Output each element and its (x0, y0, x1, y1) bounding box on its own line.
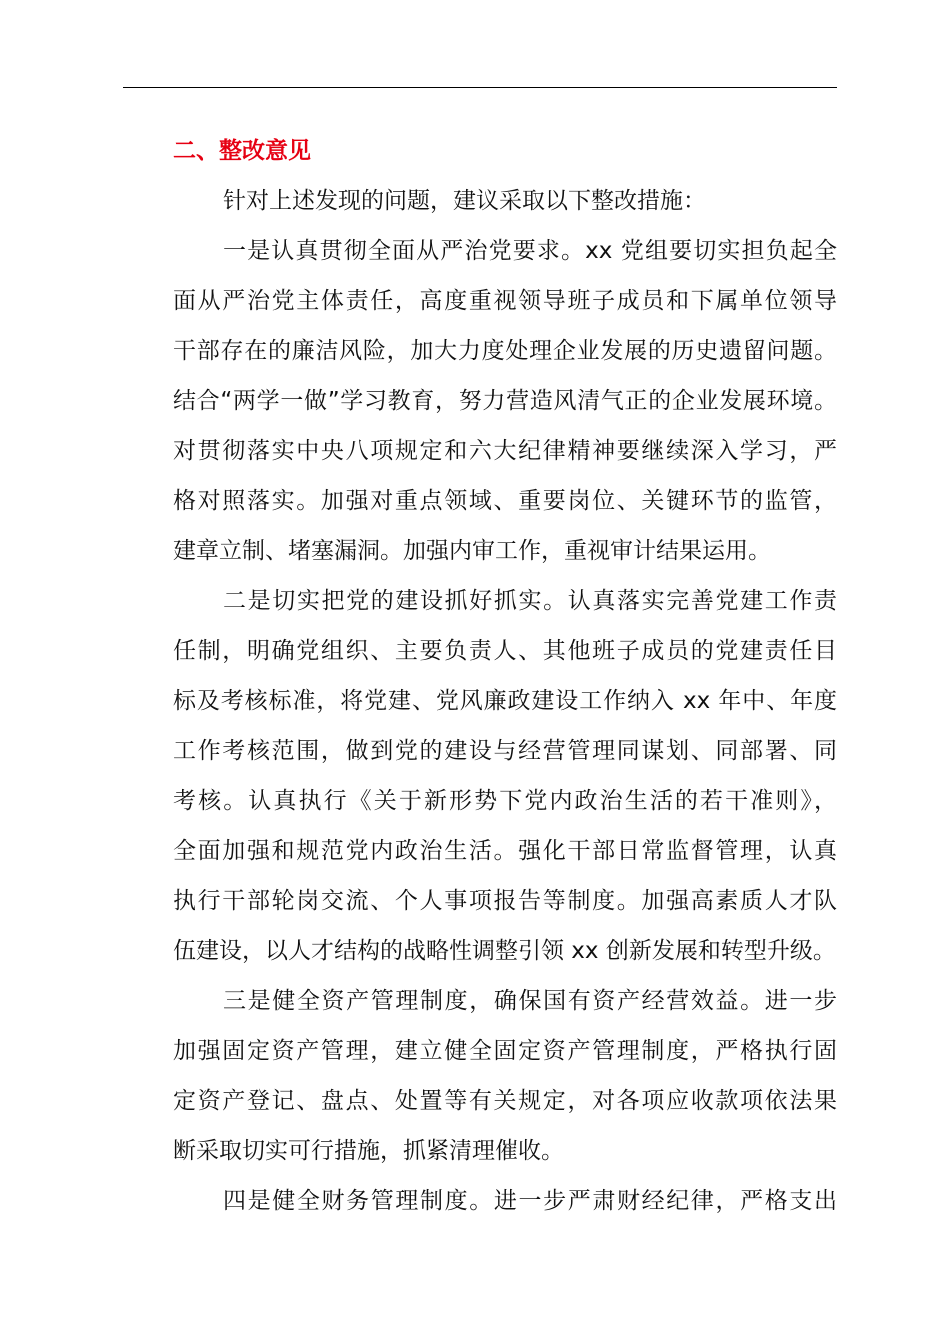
paragraph-measure-2 (123, 576, 837, 976)
text-line: 伍建设，以人才结构的战略性调整引领 xx 创新发展和转型升级。 (173, 938, 836, 964)
text-line: 二是切实把党的建设抓好抓实。认真落实完善党建工作责 (223, 588, 837, 614)
paragraph-measure-3 (123, 976, 837, 1176)
text-line: 面从严治党主体责任，高度重视领导班子成员和下属单位领导 (173, 288, 837, 314)
text-line: 三是健全资产管理制度，确保国有资产经营效益。进一步 (223, 988, 837, 1014)
section-heading: 二、整改意见 (173, 138, 311, 164)
text-line: 工作考核范围，做到党的建设与经营管理同谋划、同部署、同 (173, 738, 837, 764)
text-line: 结合“两学一做”学习教育，努力营造风清气正的企业发展环境。 (173, 388, 837, 414)
text-line: 断采取切实可行措施，抓紧清理催收。 (173, 1138, 564, 1164)
text-line: 定资产登记、盘点、处置等有关规定，对各项应收款项依法果 (173, 1088, 837, 1114)
text-line: 执行干部轮岗交流、个人事项报告等制度。加强高素质人才队 (173, 888, 837, 914)
paragraph-measure-4 (123, 1176, 837, 1226)
text-line: 任制，明确党组织、主要负责人、其他班子成员的党建责任目 (173, 638, 837, 664)
text-line: 格对照落实。加强对重点领域、重要岗位、关键环节的监管， (173, 488, 837, 514)
document-body (123, 126, 837, 1226)
text-line: 建章立制、堵塞漏洞。加强内审工作，重视审计结果运用。 (173, 538, 771, 564)
text-line: 一是认真贯彻全面从严治党要求。xx 党组要切实担负起全 (223, 238, 837, 264)
text-line: 全面加强和规范党内政治生活。强化干部日常监督管理，认真 (173, 838, 837, 864)
paragraph-measure-1 (123, 226, 837, 576)
text-line: 四是健全财务管理制度。进一步严肃财经纪律，严格支出 (223, 1188, 837, 1214)
text-line: 对贯彻落实中央八项规定和六大纪律精神要继续深入学习，严 (173, 438, 837, 464)
text-line: 针对上述发现的问题，建议采取以下整改措施： (223, 188, 706, 214)
header-rule (123, 87, 837, 88)
text-line: 干部存在的廉洁风险，加大力度处理企业发展的历史遗留问题。 (173, 338, 837, 364)
text-line: 考核。认真执行《关于新形势下党内政治生活的若干准则》， (173, 788, 837, 814)
text-line: 加强固定资产管理，建立健全固定资产管理制度，严格执行固 (173, 1038, 837, 1064)
text-line: 标及考核标准，将党建、党风廉政建设工作纳入 xx 年中、年度 (173, 688, 837, 714)
paragraph-intro (123, 176, 837, 226)
